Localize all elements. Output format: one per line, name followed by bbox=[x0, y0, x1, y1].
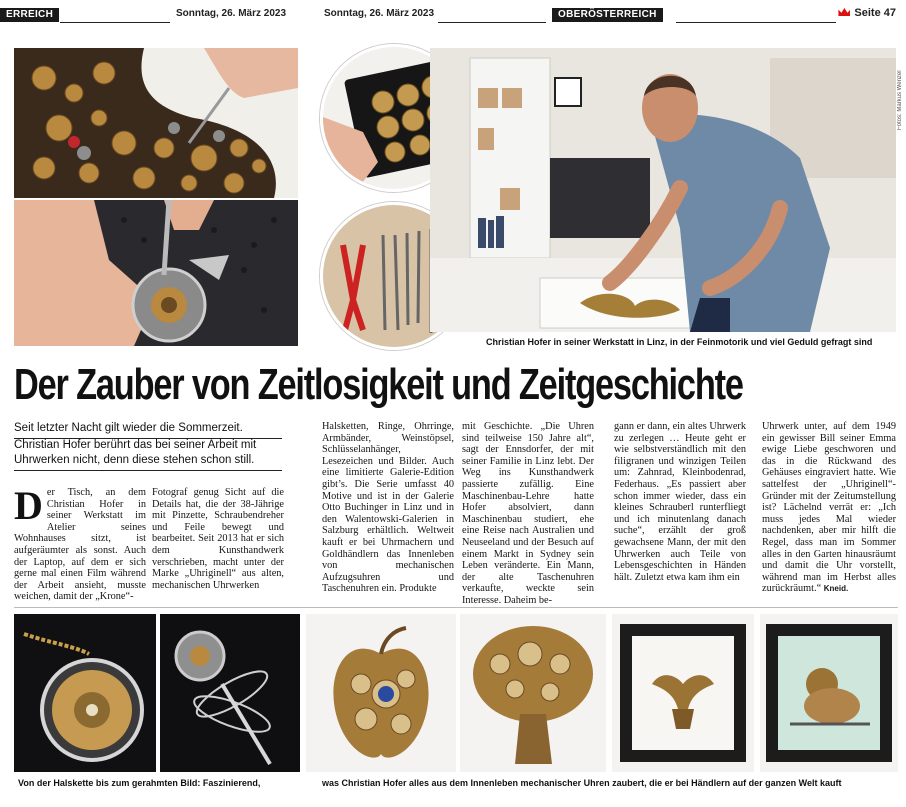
bottom-caption-left: Von der Halskette bis zum gerahmten Bild: Faszinierend, bbox=[18, 778, 261, 788]
header-rule bbox=[676, 22, 836, 23]
article-column-3: Halsketten, Ringe, Ohrringe, Armbänder, Weinstöpsel, Schlüsselanhänger, Lesezeichen und Bilder. Auch eine limitierte Galerie-Edition gibt’s. Die Serie umfasst 40 Motive und ist in der Galerie Otto Buchinger in Linz und in den Walentowski-Galerien in Salzburg erhältlich. Weltweit kauft er bei Uhrmachern und Goldhändlern das Innenleben von mechanischen Aufzugsuhren und Taschenuhren ein. Produkte bbox=[322, 421, 454, 595]
column-text: er Tisch, an dem Christian Hofer in seiner Werkstatt im Atelier seines Wohnhauses sitzt, ist aufgeräumter als sonst. Auch der Laptop, auf dem er sich gerne mal einen Film während der Arbeit ansieht, musste weichen, damit der „Krone“- bbox=[14, 487, 146, 603]
photo-mosaic-work bbox=[14, 48, 298, 198]
article-column-5: gann er dann, ein altes Uhrwerk zu zerlegen … Heute geht er wie selbstverständlich mit den filigranen und winzigen Teilen um: Zahnrad, Kleinbodenrad, Federhaus. „Es passiert aber schon immer wieder, dass ein kleines Schrauberl runterfliegt und ich minutenlang danach suche“, erzählt der groß gewachsene Mann, der mit den Uhrwerken auch Teile von Lebensgeschichten in Händen hält. Zuletzt etwa kam ihm ein bbox=[614, 421, 746, 583]
crown-icon bbox=[838, 8, 850, 16]
section-tag-right: OBERÖSTERREICH bbox=[552, 8, 663, 22]
photo-tree-mosaic bbox=[460, 614, 606, 772]
photo-framed-bird bbox=[760, 614, 898, 772]
photo-dragonfly bbox=[160, 614, 300, 772]
photo-apple-mosaic bbox=[306, 614, 456, 772]
header-rule bbox=[60, 22, 170, 23]
photo-credit: Fotos: Markus Wenzel bbox=[897, 70, 903, 130]
article-column-2: Fotograf genug Sicht auf die Details hat, die der 38-Jährige mit Pinzette, Schraubendreher und Feile bewegt und bearbeitet. Seit 2013 hat er sich dem Kunsthandwerk verschrieben, macht unter der Marke „Uhriginell“ aus alten, mechanischen Uhrwerken bbox=[152, 487, 284, 591]
divider bbox=[14, 607, 898, 608]
photo-watch-movement bbox=[14, 200, 298, 346]
photo-workshop bbox=[430, 48, 896, 332]
teaser-line-2: Christian Hofer berührt das bei seiner Arbeit mit Uhrwerken nicht, denn diese stehen schon still. bbox=[14, 438, 282, 471]
teaser-line-1: Seit letzter Nacht gilt wieder die Sommerzeit. bbox=[14, 421, 282, 439]
article-column-6 bbox=[762, 421, 896, 595]
column-text: Uhrwerk unter, auf dem 1949 ein gewisser Bill seiner Emma ewige Liebe geschworen und das in die Rückwand des Gehäuses eingraviert hatte. Wie sattelfest der „Uhriginell“-Gründer mit der Zeitumstellung ist? Lächelnd verrät er: „Ich muss jedes Mal wieder nachdenken, aber mir hilft die Regel, dass man im Sommer alles in den Garten hinausräumt und damit die Uhr vorstellt, während man im Herbst alles zurückräumt.“ bbox=[762, 421, 896, 595]
section-tag-left: ERREICH bbox=[0, 8, 59, 22]
bottom-caption-right: was Christian Hofer alles aus dem Innenleben mechanischer Uhren zaubert, die er bei Händlern auf der ganzen Welt kauft bbox=[322, 778, 842, 788]
date-right: Sonntag, 26. März 2023 bbox=[324, 8, 435, 19]
photo-framed-eagle bbox=[612, 614, 754, 772]
drop-cap: D bbox=[14, 483, 43, 528]
header-rule bbox=[438, 22, 546, 23]
headline: Der Zauber von Zeitlosigkeit und Zeitgeschichte bbox=[14, 360, 743, 409]
top-photo-caption: Christian Hofer in seiner Werkstatt in Linz, in der Feinmotorik und viel Geduld gefragt sind bbox=[486, 337, 873, 347]
article-column-1 bbox=[14, 483, 146, 603]
page-header bbox=[0, 0, 906, 28]
author-signature: Kneid. bbox=[823, 584, 849, 594]
article-column-4: mit Geschichte. „Die Uhren sind teilweise 150 Jahre alt“, sagt der Ennsdorfer, der mit seiner Familie in Linz lebt. Der Weg ins Kunsthandwerk passierte zufällig. Eine Maschinenbau-Lehre hatte Hofer absolviert, dann Maschinenbau studiert, ehe eine Reise nach Australien und Neuseeland und der Besuch auf einem Markt in Sydney sein Leben veränderte. Ein Mann, der alte Taschenuhren verkaufte, weckte sein Interesse. Daheim be- bbox=[462, 421, 594, 606]
photo-pendant bbox=[14, 614, 156, 772]
page-number: Seite 47 bbox=[838, 7, 896, 19]
date-left: Sonntag, 26. März 2023 bbox=[176, 8, 287, 19]
